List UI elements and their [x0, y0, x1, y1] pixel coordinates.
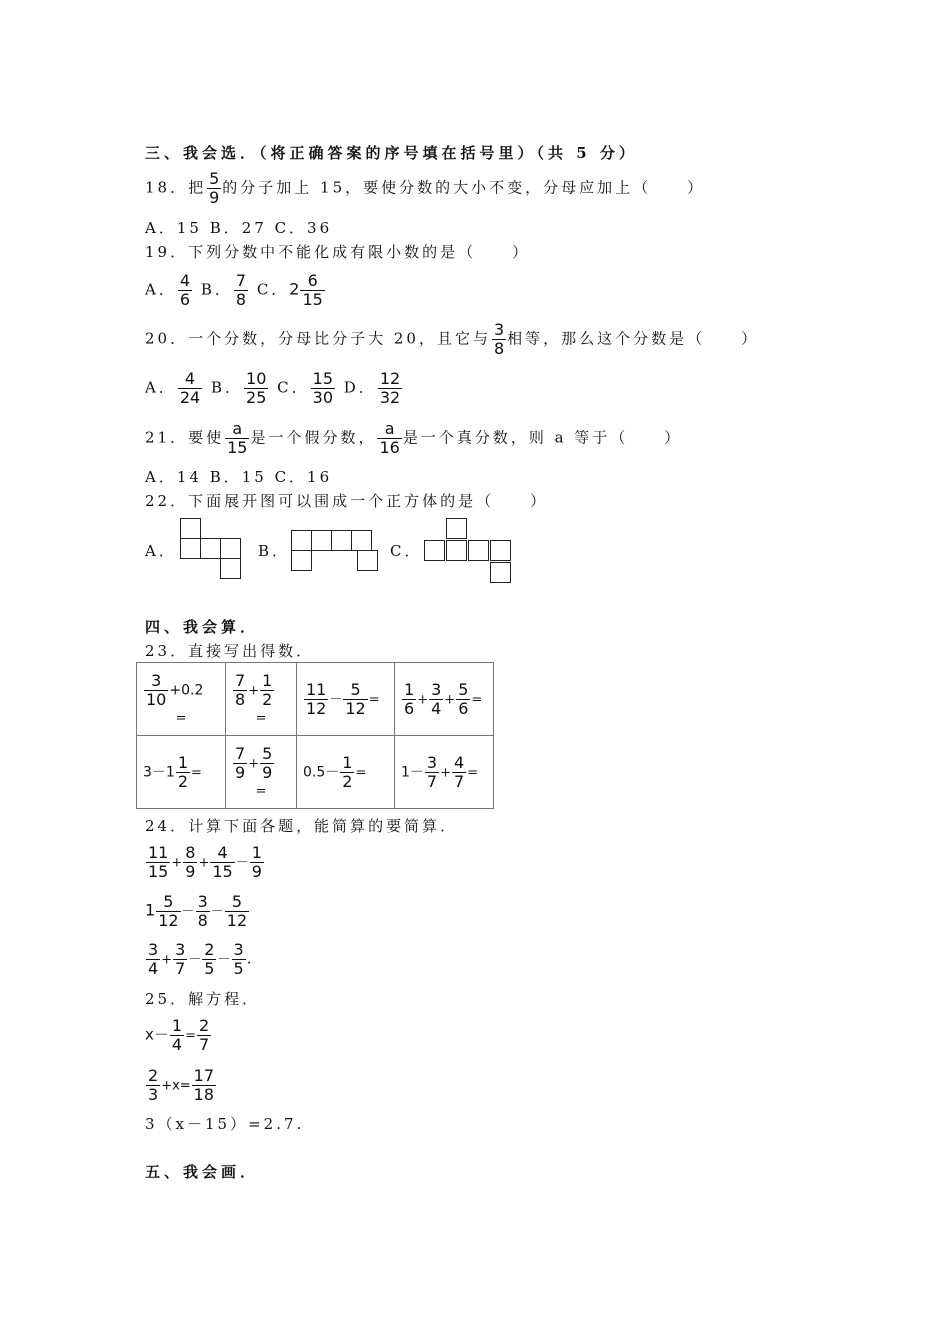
fraction: $\frac{5}{9}$ — [209, 169, 220, 207]
question-18: 18．把 $\frac{5}{9}$ 的分子加上 15，要使分数的大小不变，分母应加上（ ） — [145, 169, 706, 207]
expression-24-3: $\frac{3}{4}$ + $\frac{3}{7}$ － $\frac{2}{5}$ － $\frac{3}{5}$ . — [148, 940, 255, 978]
table-cell: 3－1 $\frac{1}{2}$ = — [137, 736, 226, 809]
table-cell: $\frac{11}{12}$ － $\frac{5}{12}$ = — [297, 663, 395, 736]
expression-24-2: 1 $\frac{5}{12}$ － $\frac{3}{8}$ － $\frac{5}{12}$ — [145, 892, 248, 930]
question-20-options: A． $\frac{4}{24}$ B． $\frac{10}{25}$ C． $\frac{15}{30}$ D． $\frac{12}{32}$ — [145, 369, 401, 407]
section-3-title: 三、我会选．（将正确答案的序号填在括号里）（共 5 分） — [145, 144, 638, 162]
table-cell: $\frac{3}{10}$ +0.2 = — [137, 663, 226, 736]
table-cell: $\frac{7}{9}$ + $\frac{5}{9}$ = — [226, 736, 297, 809]
question-21-options: A．14 B．15 C．16 — [145, 468, 333, 486]
question-25: 25．解方程． — [145, 990, 261, 1008]
question-23: 23．直接写出得数． — [145, 642, 315, 660]
expression-24-1: $\frac{11}{15}$ + $\frac{8}{9}$ + $\frac{4}{15}$ － $\frac{1}{9}$ — [148, 843, 262, 881]
quick-calc-table — [136, 662, 494, 809]
question-18-options: A．15 B．27 C．36 — [145, 219, 333, 237]
question-22: 22．下面展开图可以围成一个正方体的是（ ） — [145, 492, 549, 510]
net-b-label: B． — [258, 542, 291, 560]
net-a-label: A． — [145, 542, 177, 560]
question-19: 19．下列分数中不能化成有限小数的是（ ） — [145, 243, 531, 261]
equation-25-2: $\frac{2}{3}$ +x= $\frac{17}{18}$ — [148, 1066, 215, 1104]
question-19-options: A． $\frac{4}{6}$ B． $\frac{7}{8}$ C．2 $\frac{6}{15}$ — [145, 271, 323, 309]
section-4-title: 四、我会算． — [145, 618, 260, 636]
net-c-label: C． — [390, 542, 423, 560]
equation-25-3: 3（x－15）=2.7. — [145, 1115, 305, 1133]
section-5-title: 五、我会画． — [145, 1163, 260, 1181]
table-cell: $\frac{1}{6}$ + $\frac{3}{4}$ + $\frac{5}{6}$ = — [395, 663, 494, 736]
question-24: 24．计算下面各题，能简算的要简算． — [145, 817, 459, 835]
equation-25-1: x－ $\frac{1}{4}$ = $\frac{2}{7}$ — [145, 1016, 210, 1054]
table-cell: 1－ $\frac{3}{7}$ + $\frac{4}{7}$ = — [395, 736, 494, 809]
question-20: 20．一个分数，分母比分子大 20，且它与 $\frac{3}{8}$ 相等，那么这个分数是（ ） — [145, 320, 760, 358]
table-cell: 0.5－ $\frac{1}{2}$ = — [297, 736, 395, 809]
question-21: 21．要使 $\frac{a}{15}$ 是一个假分数， $\frac{a}{16}$ 是一个真分数，则 a 等于（ ） — [145, 419, 683, 457]
table-cell: $\frac{7}{8}$ + $\frac{1}{2}$ = — [226, 663, 297, 736]
